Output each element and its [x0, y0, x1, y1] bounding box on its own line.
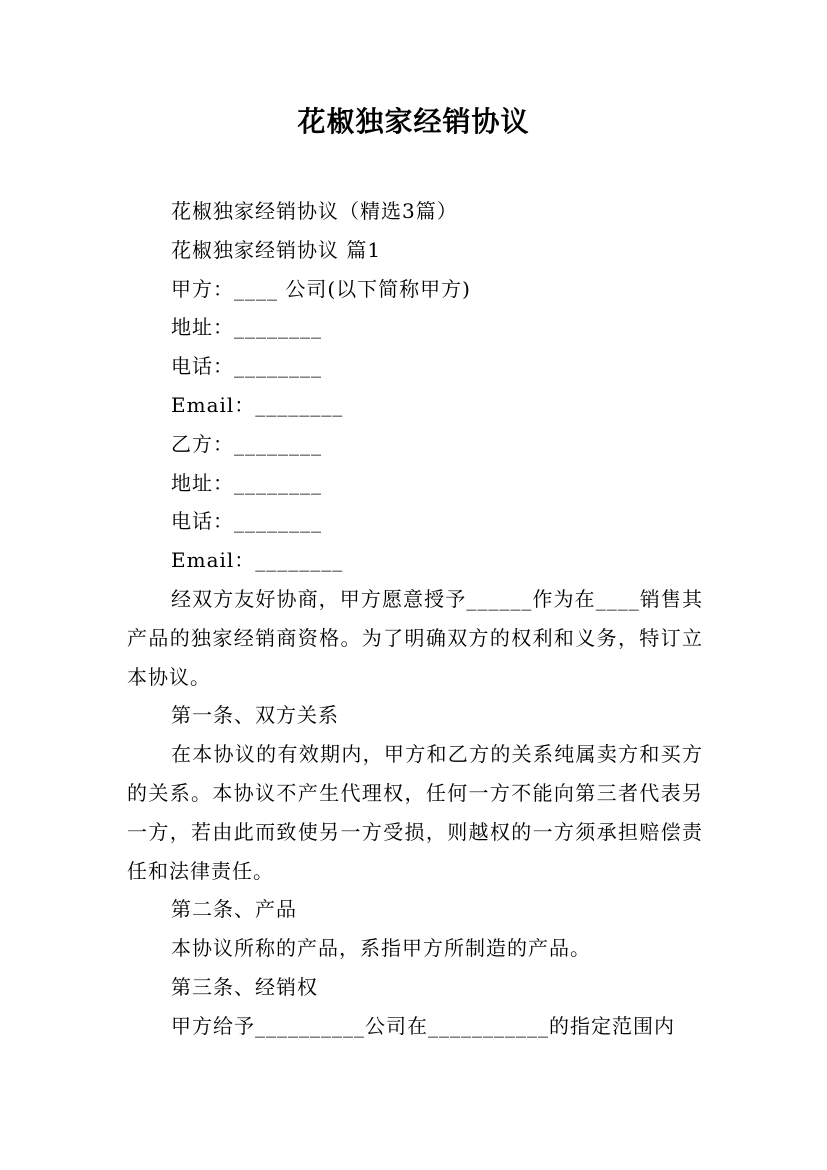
party-a-email: Email：________ — [171, 392, 344, 417]
article-3-body: 甲方给予__________公司在___________的指定范围内 — [171, 1013, 675, 1038]
party-b-line: 乙方：________ — [171, 431, 322, 456]
article-1-heading: 第一条、双方关系 — [171, 703, 339, 728]
document-title: 花椒独家经销协议 — [297, 105, 530, 138]
party-b-email: Email：________ — [171, 548, 344, 573]
article-2-heading: 第二条、产品 — [171, 897, 297, 922]
article-3-heading: 第三条、经销权 — [171, 974, 318, 999]
document-body — [127, 192, 703, 1046]
party-a-line: 甲方：____ 公司(以下简称甲方) — [171, 276, 471, 301]
section-heading: 花椒独家经销协议 篇1 — [171, 237, 382, 262]
intro-paragraph: 经双方友好协商，甲方愿意授予______作为在____销售其产品的独家经销商资格。为了明确双方的权利和义务，特订立本协议。 — [127, 586, 703, 689]
party-a-address: 地址：________ — [171, 315, 322, 340]
party-a-phone: 电话：________ — [171, 354, 322, 379]
article-2-body: 本协议所称的产品，系指甲方所制造的产品。 — [171, 936, 591, 961]
article-1-body: 在本协议的有效期内，甲方和乙方的关系纯属卖方和买方的关系。本协议不产生代理权，任何一方不能向第三者代表另一方，若由此而致使另一方受损，则越权的一方须承担赔偿责任和法律责任。 — [127, 742, 703, 883]
party-b-address: 地址：________ — [171, 470, 322, 495]
subtitle-line: 花椒独家经销协议（精选3篇） — [171, 199, 458, 223]
party-b-phone: 电话：________ — [171, 509, 322, 534]
